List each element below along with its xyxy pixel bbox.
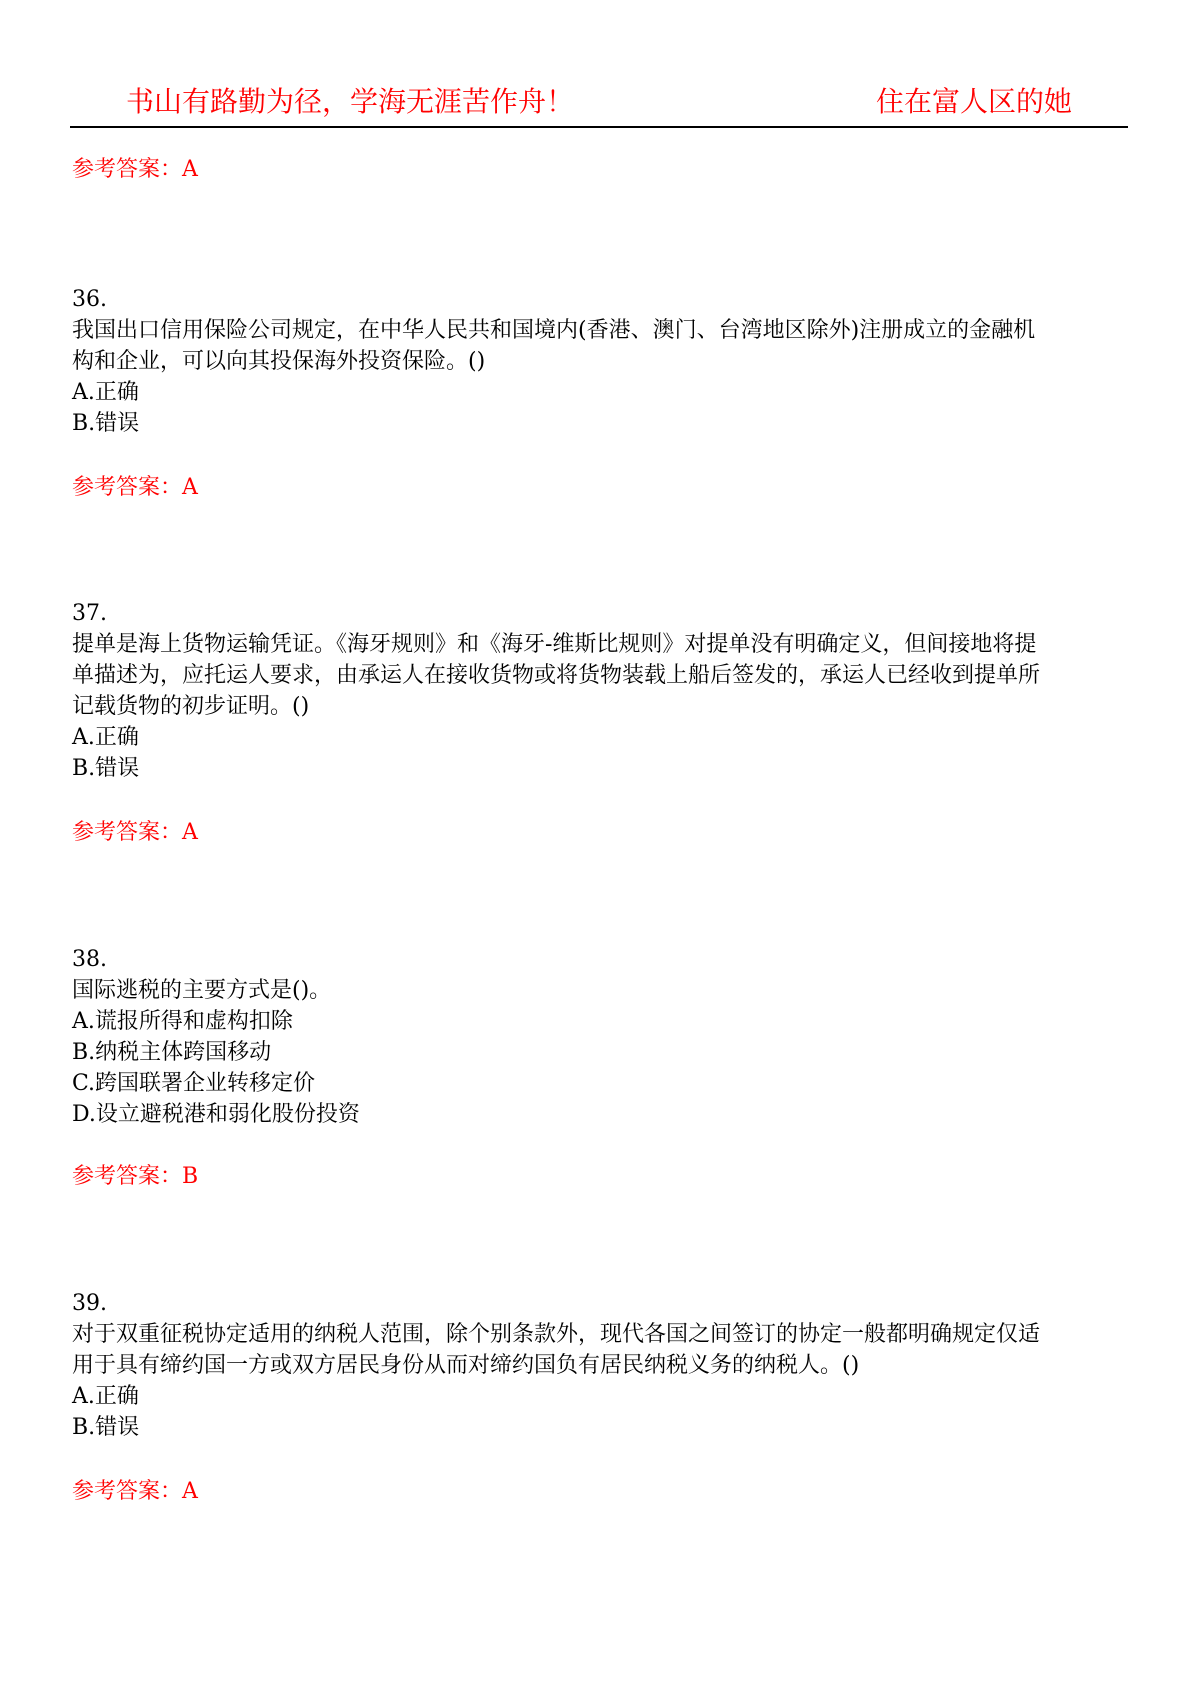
header-motto: 书山有路勤为径，学海无涯苦作舟！	[126, 85, 575, 118]
answer-label: 参考答案：	[72, 475, 183, 500]
option-b: B.错误	[72, 1415, 140, 1440]
header-author: 住在富人区的她	[875, 85, 1072, 118]
question-stem-line: 单描述为，应托运人要求，由承运人在接收货物或将货物装载上船后签发的，承运人已经收到提单所	[72, 663, 1041, 688]
question-stem-line: 构和企业，可以向其投保海外投资保险。()	[72, 349, 486, 374]
answer-39	[72, 1477, 198, 1507]
option-b: B.错误	[72, 411, 140, 436]
answer-value: A	[182, 475, 198, 500]
answer-38	[72, 1162, 198, 1192]
page-header	[70, 74, 1128, 128]
question-stem-line: 对于双重征税协定适用的纳税人范围，除个别条款外，现代各国之间签订的协定一般都明确规定仅适	[72, 1322, 1041, 1347]
answer-35	[72, 155, 198, 185]
question-39	[72, 1288, 1132, 1443]
question-stem-line: 提单是海上货物运输凭证。《海牙规则》和《海牙-维斯比规则》对提单没有明确定义，但间接地将提	[72, 632, 1037, 657]
question-38	[72, 944, 1132, 1130]
question-stem-line: 我国出口信用保险公司规定，在中华人民共和国境内(香港、澳门、台湾地区除外)注册成立的金融机	[72, 318, 1036, 343]
answer-label: 参考答案：	[72, 157, 183, 182]
question-37	[72, 598, 1132, 784]
question-number: 39.	[72, 1291, 107, 1316]
question-36	[72, 284, 1132, 439]
answer-label: 参考答案：	[72, 1164, 183, 1189]
option-a: A.正确	[72, 380, 139, 405]
option-b: B.错误	[72, 756, 140, 781]
option-b: B.纳税主体跨国移动	[72, 1040, 272, 1065]
question-number: 36.	[72, 287, 107, 312]
option-d: D.设立避税港和弱化股份投资	[72, 1102, 360, 1127]
answer-value: A	[182, 1479, 198, 1504]
answer-36	[72, 473, 198, 503]
answer-label: 参考答案：	[72, 820, 183, 845]
answer-label: 参考答案：	[72, 1479, 183, 1504]
option-a: A.谎报所得和虚构扣除	[72, 1009, 293, 1034]
question-number: 37.	[72, 601, 107, 626]
option-c: C.跨国联署企业转移定价	[72, 1071, 316, 1096]
question-stem-line: 国际逃税的主要方式是()。	[72, 978, 332, 1003]
question-stem-line: 记载货物的初步证明。()	[72, 694, 310, 719]
answer-value: A	[182, 157, 198, 182]
option-a: A.正确	[72, 725, 139, 750]
answer-value: B	[182, 1164, 199, 1189]
option-a: A.正确	[72, 1384, 139, 1409]
answer-37	[72, 818, 198, 848]
answer-value: A	[182, 820, 198, 845]
question-number: 38.	[72, 947, 107, 972]
question-stem-line: 用于具有缔约国一方或双方居民身份从而对缔约国负有居民纳税义务的纳税人。()	[72, 1353, 860, 1378]
